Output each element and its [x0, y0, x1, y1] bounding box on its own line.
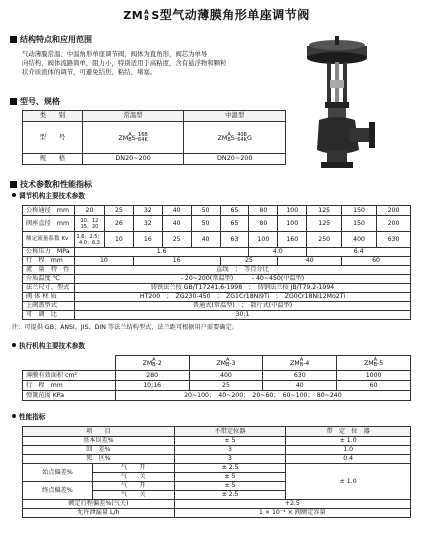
end-dev-label: 终点偏差% — [23, 482, 93, 500]
actuator-suffix: -5 — [377, 360, 384, 367]
kv-label: 额定流量系数 Kv — [23, 232, 75, 248]
start-dev-label: 始点偏差% — [23, 464, 93, 482]
kv-first — [74, 232, 104, 248]
model-normal-a: A — [128, 131, 132, 138]
structure-line-3: 状介质流体的调节，可避免结焦、粘结、堵塞。 — [22, 68, 157, 76]
kv-value: 63 — [220, 232, 249, 248]
nominal-label: 公称通径 mm — [23, 206, 75, 216]
end-open-value: ± 5 — [174, 482, 286, 491]
nominal-value: 80 — [249, 206, 278, 216]
nominal-value: 200 — [377, 206, 411, 216]
flange-value: 铸铁法兰按 GB/T17241.6-1998 ； 铸钢法兰按 JB/T79.2-1994 — [74, 284, 410, 293]
temp-value: - 20~200(常温型) - 40~450(中温型) — [74, 275, 410, 284]
model-normal-s: S- — [131, 133, 139, 142]
actuator-travel-value: 25 — [189, 381, 263, 391]
actuator-travel-value: 40 — [263, 381, 337, 391]
model-mid-n2: 64K — [237, 136, 247, 143]
start-air-close: 气 关 — [92, 473, 174, 482]
model-mid-a: A — [227, 131, 231, 138]
kv-value: 400 — [342, 232, 377, 248]
body-label: 阀 体 材 质 — [23, 293, 75, 302]
section-tech-heading — [10, 180, 92, 190]
rated-travel-label: 额定行程偏差%(气关) — [23, 500, 175, 509]
header-normal-temp: 常温型 — [82, 111, 184, 122]
basic-error-v1: ± 5 — [174, 437, 286, 446]
model-mid — [184, 122, 286, 154]
perf-header-with-positioner: 带 定 位 器 — [286, 427, 411, 437]
temp-label: 介质温度 ℃ — [23, 275, 75, 284]
actuator-a: A — [373, 357, 377, 363]
area-label: 薄膜有效面积 cm² — [23, 371, 116, 381]
pressure-value: 4.0 — [249, 248, 307, 257]
performance-table — [22, 426, 411, 518]
flow-char-linear: 直线 — [216, 266, 229, 274]
travel-value: 40 — [278, 257, 342, 266]
seat-value: 200 — [377, 216, 411, 232]
structure-paragraph — [22, 50, 292, 77]
seat-value: 150 — [342, 216, 377, 232]
travel-value: 60 — [342, 257, 411, 266]
area-value: 1000 — [337, 371, 411, 381]
square-bullet-icon — [10, 36, 17, 43]
leakage-label: 允许泄漏量 L/h — [23, 509, 175, 518]
actuator-a: A — [299, 357, 304, 363]
title-main: 型气动薄膜角形单座调节阀 — [159, 8, 310, 22]
title-a: A — [144, 8, 150, 16]
title-s: S — [151, 9, 160, 22]
row-spec-label: 规 格 — [23, 154, 83, 165]
perf-header-item: 项 目 — [23, 427, 175, 437]
structure-line-2: 向结构，阀体流路简单，阻力小，特别适用于高粘度，含有悬浮物和颗粒 — [22, 59, 227, 67]
model-mid-num — [237, 133, 247, 143]
spring-label: 弹簧范围 KPa — [23, 391, 116, 401]
header-category: 类 别 — [23, 111, 83, 122]
model-normal-b: B — [128, 136, 132, 143]
dead-zone-v2: 0.4 — [286, 455, 411, 464]
dead-zone-label: 死 区% — [23, 455, 175, 464]
actuator-prefix: ZM — [290, 360, 300, 367]
kv-first-line: 1.6；2.5； — [76, 233, 103, 240]
nominal-value: 100 — [278, 206, 307, 216]
spring-value: 20~100； 40~200； 20~60； 60~100； 80~240 — [115, 391, 410, 401]
travel-value: 25 — [220, 257, 278, 266]
nominal-value: 50 — [191, 206, 220, 216]
section-model-label: 型号、规格 — [20, 97, 60, 106]
square-bullet-icon — [10, 181, 17, 188]
end-close-value: ± 2.5 — [174, 491, 286, 500]
valve-product-image — [297, 32, 385, 182]
kv-value: 250 — [307, 232, 342, 248]
return-error-v2: 1.0 — [286, 446, 411, 455]
title-ab-stack — [144, 10, 149, 22]
dot-bullet-icon — [12, 414, 16, 418]
section-structure-label: 结构特点和应用范围 — [20, 35, 92, 44]
page-title — [0, 8, 433, 22]
area-value: 280 — [115, 371, 189, 381]
dot-bullet-icon — [12, 193, 16, 197]
model-mid-b: B — [227, 136, 231, 143]
kv-value: 16 — [133, 232, 162, 248]
actuator-model-2 — [115, 356, 189, 371]
actuator-prefix: ZM — [216, 360, 226, 367]
actuator-travel-label: 行 程 mm — [23, 381, 116, 391]
actuator-a: A — [225, 357, 230, 363]
section-model-heading — [10, 97, 60, 107]
model-normal-n1: 16 — [138, 131, 145, 138]
title-prefix: ZM — [123, 9, 144, 22]
basic-error-v2: ± 1.0 — [286, 437, 411, 446]
seat-value: 80 — [249, 216, 278, 232]
actuator-b: B — [152, 362, 156, 368]
actuator-prefix: ZM — [142, 360, 153, 367]
seat-first — [74, 216, 104, 232]
kv-value: 10 — [104, 232, 133, 248]
kv-value: 40 — [191, 232, 220, 248]
sub-actuator-label: 执行机构主要技术参数 — [19, 342, 85, 350]
actuator-a: A — [152, 357, 156, 363]
dead-zone-v1: 3 — [174, 455, 286, 464]
pressure-value: 6.4 — [307, 248, 411, 257]
dot-bullet-icon — [12, 343, 16, 347]
seat-value: 26 — [104, 216, 133, 232]
flange-label: 法兰尺寸、型式 — [23, 284, 75, 293]
return-error-label: 回 差% — [23, 446, 175, 455]
nominal-value: 40 — [162, 206, 191, 216]
actuator-model-3 — [189, 356, 263, 371]
regulating-params-table — [22, 205, 411, 320]
model-normal-b2: B — [144, 131, 148, 138]
actuator-travel-value: 60 — [337, 381, 411, 391]
start-close-value: ± 5 — [174, 473, 286, 482]
sub-actuator-heading — [12, 343, 85, 351]
bonnet-label: 上阀盖型式 — [23, 302, 75, 311]
structure-line-1: 气动薄膜常温、中温角形单座调节阀，阀体为直角形，阀芯为单导 — [22, 50, 208, 58]
body-value: HT200 ； ZG230-450 ； ZG1Cr18Ni9Ti ； ZG0Cr18Ni12Mo2Ti — [74, 293, 410, 302]
nominal-value: 32 — [133, 206, 162, 216]
sub-regulating-heading — [12, 193, 85, 201]
leakage-value: 1 × 10⁻⁴ × 阀额定容量 — [174, 509, 410, 518]
area-value: 630 — [263, 371, 337, 381]
pressure-value: 1.6 — [74, 248, 248, 257]
nominal-value: 125 — [307, 206, 342, 216]
seat-first-line: 10、12 — [80, 217, 99, 224]
travel-value: 10 — [74, 257, 133, 266]
actuator-suffix: -2 — [155, 360, 162, 367]
start-air-open: 气 开 — [92, 464, 174, 473]
range-value: 30:1 — [74, 311, 410, 320]
actuator-suffix: -4 — [303, 360, 310, 367]
square-bullet-icon — [10, 98, 17, 105]
title-b: B — [144, 14, 150, 22]
end-air-close: 气 关 — [92, 491, 174, 500]
kv-value: 630 — [377, 232, 411, 248]
perf-header-no-positioner: 不带定位器 — [174, 427, 286, 437]
nominal-value: 20 — [74, 206, 104, 216]
kv-value: 100 — [249, 232, 278, 248]
range-label: 可 调 比 — [23, 311, 75, 320]
kv-first-line: 4.0；6.3 — [79, 239, 100, 246]
sub-performance-label: 性能指标 — [19, 413, 46, 421]
model-normal-prefix: ZM — [118, 133, 129, 142]
actuator-b: B — [373, 362, 377, 368]
end-air-open: 气 开 — [92, 482, 174, 491]
flow-char-value: 直线 ； 等百分比 — [74, 266, 410, 275]
model-normal-suffix — [144, 133, 147, 143]
model-spec-table — [22, 110, 286, 165]
actuator-model-4 — [263, 356, 337, 371]
header-mid-temp: 中温型 — [184, 111, 286, 122]
actuator-params-table — [22, 355, 411, 401]
actuator-model-5 — [337, 356, 411, 371]
basic-error-label: 基本误差% — [23, 437, 175, 446]
seat-value: 40 — [162, 216, 191, 232]
return-error-v1: 3 — [174, 446, 286, 455]
flow-char-label: 流 量 特 性 — [23, 266, 75, 275]
model-mid-prefix: ZM — [217, 133, 228, 142]
kv-value: 25 — [162, 232, 191, 248]
actuator-b: B — [299, 362, 304, 368]
actuator-b: B — [225, 362, 230, 368]
seat-first-line: 15、20 — [80, 223, 99, 230]
flow-char-equal: 等百分比 — [244, 266, 269, 274]
seat-value: 125 — [307, 216, 342, 232]
bonnet-value: 普通式(常温型) ； 散片式(中温型) — [74, 302, 410, 311]
actuator-travel-value: 10;16 — [115, 381, 189, 391]
spec-mid: DN20~200 — [184, 154, 286, 165]
model-mid-s: S- — [230, 133, 238, 142]
positioner-dev-value: ± 1.0 — [286, 464, 411, 500]
pressure-label: 公称压力 MPa — [23, 248, 75, 257]
row-model-label: 型 号 — [23, 122, 83, 154]
travel-label: 行 程 mm — [23, 257, 75, 266]
seat-value: 100 — [278, 216, 307, 232]
area-value: 400 — [189, 371, 263, 381]
nominal-value: 65 — [220, 206, 249, 216]
model-mid-n1: 40B — [237, 131, 247, 138]
section-structure-heading — [10, 35, 92, 45]
flange-note: 注：可提供 GB、ANSI、JIS、DIN 等法兰结构型式，法兰距可根据用户需要确定。 — [12, 324, 238, 331]
model-normal-n2: 64 — [138, 136, 145, 143]
sub-performance-heading — [12, 414, 45, 422]
seat-value: 65 — [220, 216, 249, 232]
actuator-prefix: ZM — [363, 360, 374, 367]
actuator-suffix: -3 — [229, 360, 236, 367]
spec-normal: DN20~200 — [82, 154, 184, 165]
model-mid-g: G — [246, 133, 252, 142]
section-tech-label: 技术参数和性能指标 — [20, 180, 92, 189]
kv-value: 160 — [278, 232, 307, 248]
model-normal — [82, 122, 184, 154]
seat-value: 32 — [133, 216, 162, 232]
seat-label: 阀座直径 mm — [23, 216, 75, 232]
sub-regulating-label: 调节机构主要技术参数 — [19, 192, 85, 200]
model-normal-k: K — [144, 136, 148, 143]
actuator-corner — [23, 356, 116, 371]
travel-value: 16 — [133, 257, 220, 266]
nominal-value: 25 — [104, 206, 133, 216]
nominal-value: 150 — [342, 206, 377, 216]
rated-travel-value: +2.5 — [174, 500, 410, 509]
seat-value: 50 — [191, 216, 220, 232]
start-open-value: ± 2.5 — [174, 464, 286, 473]
